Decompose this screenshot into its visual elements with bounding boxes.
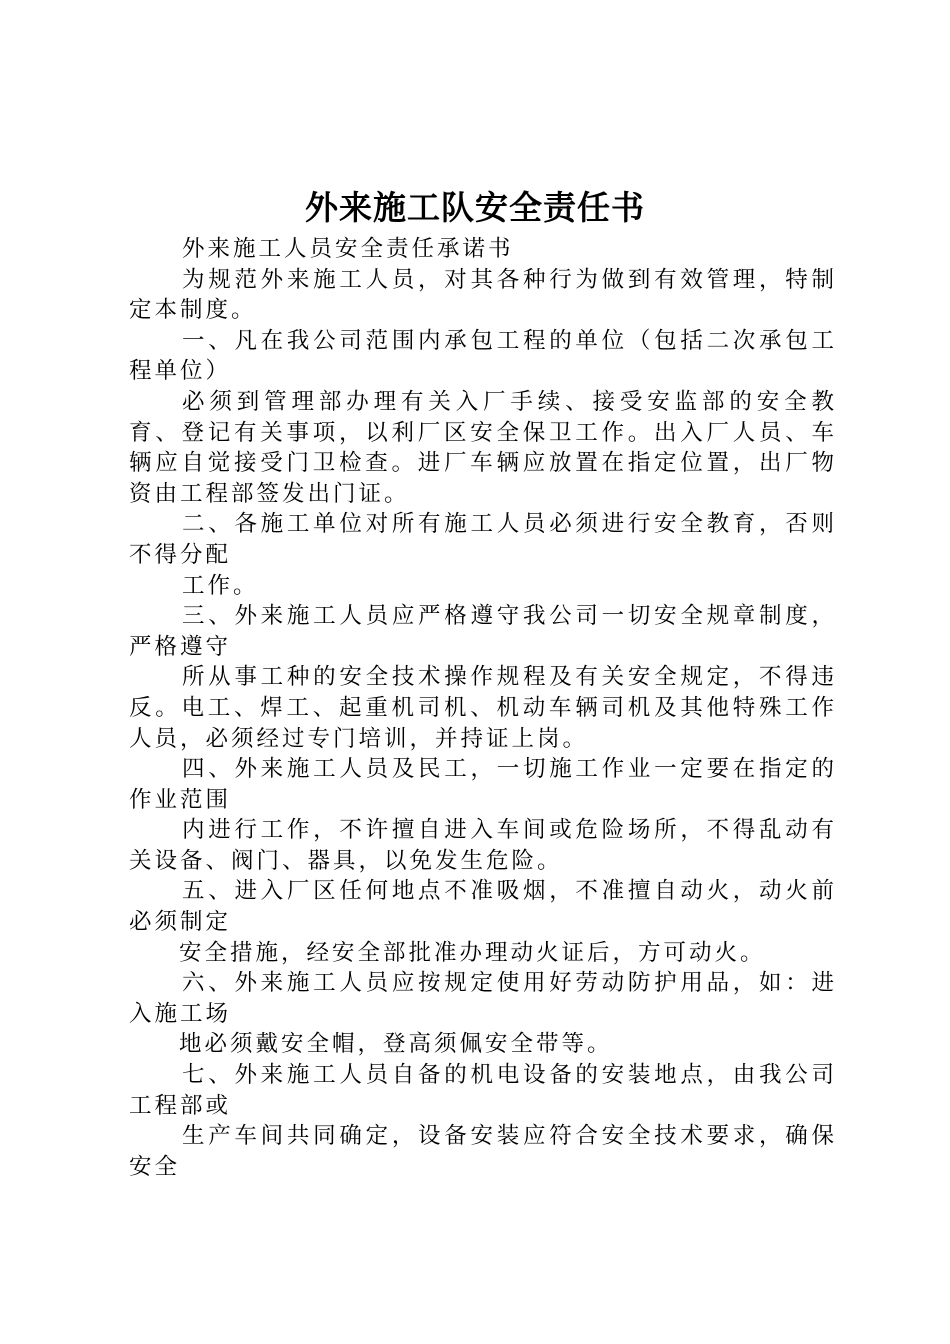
paragraph-item-3-body: 所从事工种的安全技术操作规程及有关安全规定，不得违反。电工、焊工、起重机司机、机动车辆司机及其他特殊工作人员，必须经过专门培训，并持证上岗。: [129, 664, 837, 752]
paragraph-item-7-body: 生产车间共同确定，设备安装应符合安全技术要求，确保安全: [129, 1123, 837, 1180]
paragraph-item-5-heading: 五、进入厂区任何地点不准吸烟，不准擅自动火，动火前必须制定: [129, 878, 837, 936]
paragraph-item-7-heading: 七、外来施工人员自备的机电设备的安装地点，由我公司工程部或: [129, 1062, 837, 1119]
paragraph-item-4-heading: 四、外来施工人员及民工，一切施工作业一定要在指定的作业范围: [129, 756, 837, 813]
paragraph-item-5-body: 安全措施，经安全部批准办理动火证后，方可动火。: [179, 939, 766, 966]
paragraph-item-6-heading: 六、外来施工人员应按规定使用好劳动防护用品，如：进入施工场: [129, 970, 837, 1027]
paragraph-item-4-body: 内进行工作，不许擅自进入车间或危险场所，不得乱动有关设备、阀门、器具，以免发生危险。: [129, 817, 837, 874]
paragraph-item-2-heading: 二、各施工单位对所有施工人员必须进行安全教育，否则不得分配: [129, 511, 837, 568]
paragraph-item-3-heading: 三、外来施工人员应严格遵守我公司一切安全规章制度，严格遵守: [129, 603, 837, 660]
paragraph-subtitle: 外来施工人员安全责任承诺书: [182, 236, 514, 262]
paragraph-item-1-body: 必须到管理部办理有关入厂手续、接受安监部的安全教育、登记有关事项，以利厂区安全保卫工作。出入厂人员、车辆应自觉接受门卫检查。进厂车辆应放置在指定位置，出厂物资由工程部签发出门证。: [129, 388, 837, 507]
paragraph-item-6-body: 地必须戴安全帽，登高须佩安全带等。: [179, 1031, 613, 1058]
document-title: 外来施工队安全责任书: [305, 188, 645, 227]
paragraph-item-1-heading: 一、凡在我公司范围内承包工程的单位（包括二次承包工程单位）: [129, 327, 837, 385]
paragraph-intro: 为规范外来施工人员，对其各种行为做到有效管理，特制定本制度。: [129, 266, 837, 324]
document-body: [129, 234, 837, 1182]
paragraph-item-2-body: 工作。: [182, 572, 259, 599]
